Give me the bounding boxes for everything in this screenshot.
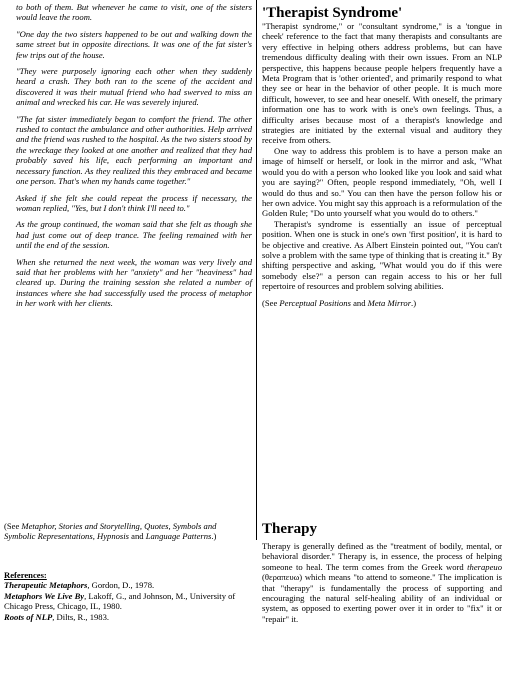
see-also-link-language-patterns[interactable]: Language Patterns [145,531,212,542]
story-paragraph: "One day the two sisters happened to be out and walking down the same street but in opposite directions. It was one of the fat sister's few trips out of the house. [16,28,252,60]
reference-item [4,612,250,622]
story-paragraph: When she returned the next week, the woman was very lively and said that her problems with her "anxiety" and her "heaviness" had cleared up. During the training session she related a number of instances where she had successfully used the process of metaphor in her work with her clients. [16,256,252,309]
therapy-heading: Therapy [262,521,318,537]
see-also-link-metaphor[interactable]: Metaphor, Stories and Storytelling, Quotes, Symbols and Symbolic Representations [4,521,217,542]
column-divider [256,0,257,540]
metaphor-story [16,2,252,315]
therapy-text-start: Therapy is generally defined as the "treatment of bodily, mental, or behavioral disorder." Therapy is, in essence, the process of helping someone to heal. The term comes from the Greek word [262,541,502,572]
see-close: .) [411,297,417,308]
story-paragraph: "They were purposely ignoring each other when they suddenly heard a crash. They both ran to the scene of the accident and discovered it was their mutual friend who had swerved to miss an animal and wrecked his car. He was severely injured. [16,66,252,108]
see-link-perceptual-positions[interactable]: Perceptual Positions [279,297,351,308]
see-also-sep: , [92,531,97,542]
see-also-note [4,521,250,542]
syndrome-paragraph: "Therapist syndrome," or "consultant syndrome," is a 'tongue in cheek' reference to the fact that many therapists and consultants are very effective in helping others address problems, but can have tremendous difficulty dealing with their own issues. From an NLP perspective, this happens because people helpers frequently have a Meta Program that is 'other oriented', and primarily respond to what they see or hear in the behavior of other people. It is much more difficult, however, to see and hear oneself. With oneself, the primary information one has to work with is one's own feelings. Thus, a difficulty arises because most of a therapist's knowledge and strategies are initiated by the external visual and auditory they receive from others. [262,21,502,146]
story-paragraph: As the group continued, the woman said that she felt as though she had just come out of deep trance. The feeling remained with her until the end of the session. [16,219,252,251]
reference-title: Metaphors We Live By [4,590,85,601]
see-also-and: and [129,531,146,542]
syndrome-see-also [262,298,502,308]
therapy-paragraph [262,541,502,624]
therapist-syndrome-heading: 'Therapist Syndrome' [262,5,403,21]
story-paragraph: Asked if she felt she could repeat the process if necessary, the woman replied, "Yes, but I don't think I'll need to." [16,192,252,213]
reference-details: , Gordon, D., 1978. [87,580,155,591]
reference-item [4,580,250,590]
therapy-greek-word: therapeuo [467,561,502,572]
story-paragraph: "The fat sister immediately began to comfort the friend. The other rushed to contact the ambulance and other authorities. Help arrived and the friend was rushed to the hospital. As the two sisters stood by the wreckage they looked at one another and realized that they had probably saved his life, each performing an important and necessary function. As they realized this they embraced and became one person. That's when my hands came together." [16,113,252,187]
references-section [4,570,250,622]
syndrome-paragraph: One way to address this problem is to have a person make an image of himself or herself, or look in the mirror and ask, "What would you do with a person who looked like you look and said what you are saying?" Often, people respond immediately, "Oh, well I would do thus and so." You can then have the person follow his or her own advice. You might say this approach is a reformulation of the Golden Rule; "Do unto yourself what you would do to others." [262,145,502,219]
reference-title: Therapeutic Metaphors [4,580,88,591]
reference-title: Roots of NLP [4,611,53,622]
reference-details: , Lakoff, G., and Johnson, M., University of Chicago Press, Chicago, IL, 1980. [4,590,236,612]
see-also-open: (See [4,521,22,531]
references-heading: References: [4,570,47,580]
syndrome-paragraph: Therapist's syndrome is essentially an issue of perceptual position. When one is stuck in one's own 'first position', it is hard to be objective and creative. As Albert Einstein pointed out, "You can't solve a problem with the same type of thinking that is creating it." By shifting perspective and asking, "What would you do if this were somebody else?" a person can regain access to his or her full repertoire of resources and problem solving abilities. [262,218,502,292]
therapist-syndrome-section [262,5,502,308]
see-also-link-hypnosis[interactable]: Hypnosis [97,531,129,542]
reference-item [4,591,250,612]
therapy-text-end: (θεραπευω) which means "to attend to someone." The implication is that "therapy" is fundamentally the process of supporting and encouraging the natural self-healing ability of an individual or system, as opposed to exerting power over it in order to "fix" it or "repair" it. [262,572,502,624]
therapy-section [262,521,502,624]
see-also-close: .) [211,531,217,542]
reference-details: , Dilts, R., 1983. [52,611,110,622]
see-link-meta-mirror[interactable]: Meta Mirror [367,297,412,308]
story-paragraph: to both of them. But whenever he came to visit, one of the sisters would leave the room. [16,2,252,23]
see-open: (See [262,297,280,308]
see-and: and [350,297,368,308]
